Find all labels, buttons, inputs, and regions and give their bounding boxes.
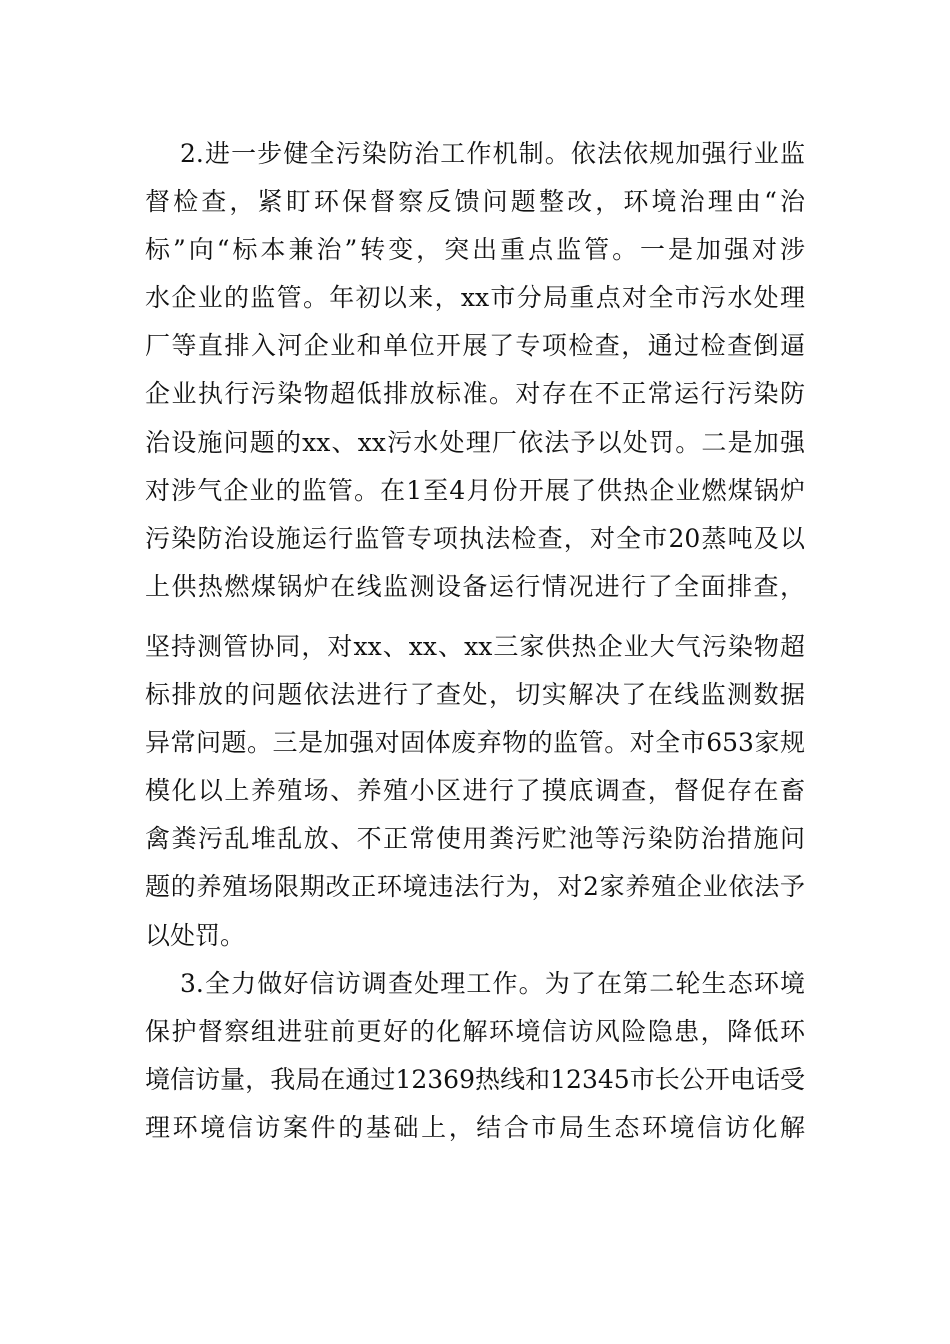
- paragraph-1-line-17: 以处罚。: [145, 921, 246, 950]
- paragraph-2-line-4: 理环境信访案件的基础上，结合市局生态环境信访化解: [145, 1113, 805, 1142]
- paragraph-2-line-3: 境信访量，我局在通过12369热线和12345市长公开电话受: [145, 1065, 805, 1094]
- paragraph-1-line-8: 对涉气企业的监管。在1至4月份开展了供热企业燃煤锅炉: [145, 476, 805, 505]
- paragraph-2-line-1: 3.全力做好信访调查处理工作。为了在第二轮生态环境: [180, 969, 805, 998]
- paragraph-1-line-9: 污染防治设施运行监管专项执法检查，对全市20蒸吨及以: [145, 524, 805, 553]
- paragraph-1-line-3: 标”向“标本兼治”转变，突出重点监管。一是加强对涉: [145, 235, 805, 264]
- paragraph-1-line-15: 禽粪污乱堆乱放、不正常使用粪污贮池等污染防治措施问: [145, 824, 805, 853]
- paragraph-1-line-6: 企业执行污染物超低排放标准。对存在不正常运行污染防: [145, 379, 805, 408]
- paragraph-2-line-2: 保护督察组进驻前更好的化解环境信访风险隐患，降低环: [145, 1017, 805, 1046]
- paragraph-1-line-7: 治设施问题的xx、xx污水处理厂依法予以处罚。二是加强: [145, 428, 805, 457]
- paragraph-1-line-10: 上供热燃煤锅炉在线监测设备运行情况进行了全面排查，: [145, 572, 805, 601]
- paragraph-1-line-5: 厂等直排入河企业和单位开展了专项检查，通过检查倒逼: [145, 331, 805, 360]
- paragraph-1-line-4: 水企业的监管。年初以来，xx市分局重点对全市污水处理: [145, 283, 805, 312]
- paragraph-1-line-14: 模化以上养殖场、养殖小区进行了摸底调查，督促存在畜: [145, 776, 805, 805]
- paragraph-1-line-2: 督检查，紧盯环保督察反馈问题整改，环境治理由“治: [145, 187, 805, 216]
- paragraph-1-line-16: 题的养殖场限期改正环境违法行为，对2家养殖企业依法予: [145, 872, 805, 901]
- paragraph-1-line-12: 标排放的问题依法进行了查处，切实解决了在线监测数据: [145, 680, 805, 709]
- paragraph-1-line-13: 异常问题。三是加强对固体废弃物的监管。对全市653家规: [145, 728, 805, 757]
- paragraph-1-line-11: 坚持测管协同，对xx、xx、xx三家供热企业大气污染物超: [145, 632, 805, 661]
- paragraph-1-line-1: 2.进一步健全污染防治工作机制。依法依规加强行业监: [180, 139, 805, 168]
